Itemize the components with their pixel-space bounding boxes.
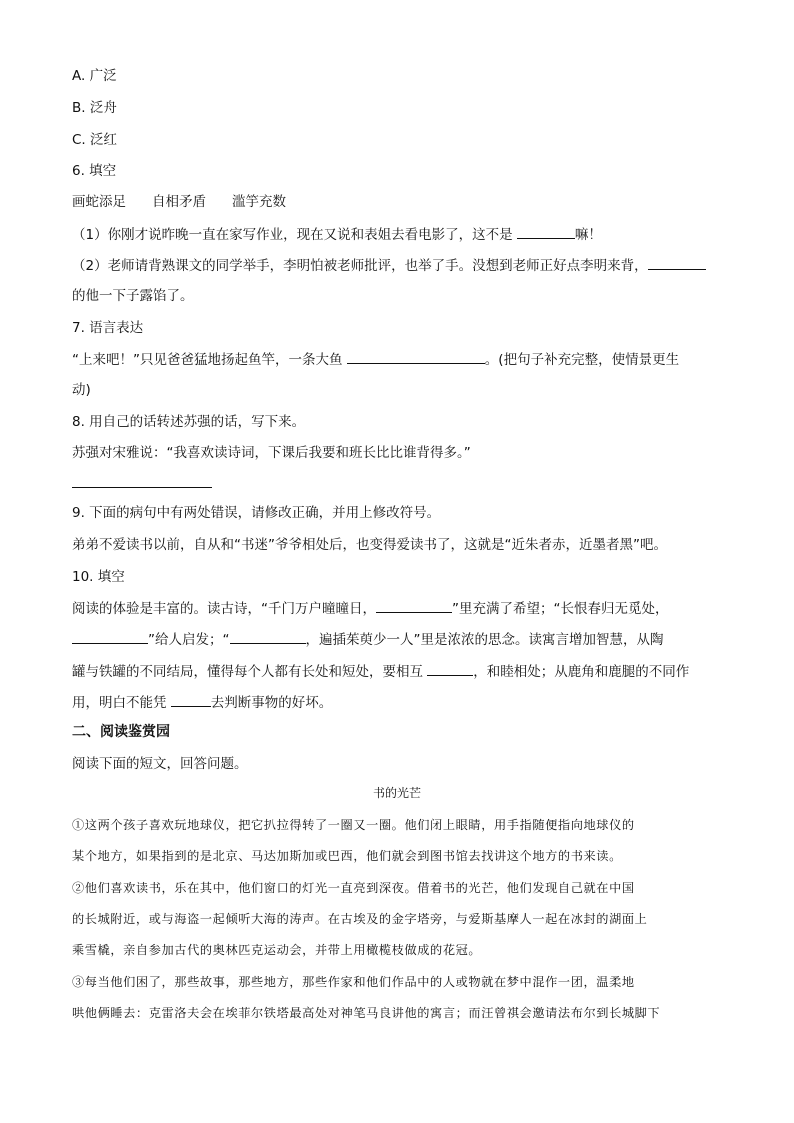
passage-paragraph-2-line: 乘雪橇，亲自参加古代的奥林匹克运动会，并带上用橄榄枝做成的花冠。 — [72, 943, 482, 957]
question-8-heading: 8. 用自己的话转述苏强的话，写下来。 — [72, 414, 306, 430]
passage-paragraph-1-line: 某个地方，如果指到的是北京、马达加斯加或巴西，他们就会到图书馆去找讲这个地方的书来读。 — [72, 849, 622, 863]
idiom-word: 自相矛盾 — [152, 194, 206, 210]
passage-title: 书的光芒 — [372, 786, 421, 800]
option-b: B. 泛舟 — [72, 100, 117, 116]
q10-line-3: 罐与铁罐的不同结局，懂得每个人都有长处和短处，要相互 ，和睦相处；从鹿角和鹿腿的不同作 — [72, 661, 689, 682]
passage-paragraph-2-line: 的长城附近，或与海盗一起倾听大海的涛声。在古埃及的金字塔旁，与爱斯基摩人一起在冰封的湖面上 — [72, 912, 648, 926]
answer-blank[interactable] — [347, 349, 485, 364]
idiom-word: 画蛇添足 — [72, 194, 126, 210]
idiom-word-list — [72, 192, 286, 212]
q9-sentence: 弟弟不爱读书以前，自从和“书迷”爷爷相处后，也变得爱读书了，这就是“近朱者赤，近墨者黑”吧。 — [72, 537, 667, 553]
q6-sentence-2: （2）老师请背熟课文的同学举手，李明怕被老师批评，也举了手。没想到老师正好点李明来背， — [72, 255, 706, 276]
question-9-heading: 9. 下面的病句中有两处错误，请修改正确，并用上修改符号。 — [72, 505, 441, 521]
q10-line-4: 用，明白不能凭 去判断事物的好坏。 — [72, 692, 332, 713]
answer-blank[interactable] — [230, 629, 306, 644]
section-2-heading: 二、阅读鉴赏园 — [72, 724, 170, 740]
passage-paragraph-3-line: ③每当他们困了，那些故事，那些地方，那些作家和他们作品中的人或物就在梦中混作一团，温柔地 — [72, 975, 635, 989]
passage-paragraph-2-line: ②他们喜欢读书，乐在其中，他们窗口的灯光一直亮到深夜。借着书的光芒，他们发现自己就在中国 — [72, 881, 635, 895]
question-7-heading: 7. 语言表达 — [72, 320, 144, 336]
passage-paragraph-1-line: ①这两个孩子喜欢玩地球仪，把它扒拉得转了一圈又一圈。他们闭上眼睛，用手指随便指向地球仪的 — [72, 818, 635, 832]
answer-blank[interactable] — [72, 629, 148, 644]
question-10-heading: 10. 填空 — [72, 569, 125, 585]
passage-paragraph-3-line: 哄他俩睡去：克雷洛夫会在埃菲尔铁塔最高处对神笔马良讲他的寓言；而汪曾祺会邀请法布尔到长城脚下 — [72, 1006, 661, 1020]
q8-quote: 苏强对宋雅说：“我喜欢读诗词，下课后我要和班长比比谁背得多。” — [72, 445, 471, 461]
q10-line-2: ”给人启发；“ ，遍插茱萸少一人”里是浓浓的思念。读寓言增加智慧，从陶 — [72, 629, 664, 650]
q6-sentence-1: （1）你刚才说昨晚一直在家写作业，现在又说和表姐去看电影了，这不是 嘛！ — [72, 224, 602, 245]
q10-line-1: 阅读的体验是丰富的。读古诗，“千门万户曈曈日， ”里充满了希望；“长恨春归无觅处， — [72, 598, 669, 619]
reading-instruction: 阅读下面的短文，回答问题。 — [72, 756, 248, 772]
q7-sentence-cont: 动) — [72, 382, 91, 398]
answer-blank[interactable] — [517, 224, 575, 239]
idiom-word: 滥竽充数 — [232, 194, 286, 210]
answer-blank[interactable] — [376, 598, 452, 613]
option-a: A. 广泛 — [72, 68, 117, 84]
q6-sentence-2-cont: 的他一下子露馅了。 — [72, 288, 194, 304]
answer-blank[interactable] — [427, 661, 473, 676]
answer-line[interactable] — [72, 487, 212, 488]
answer-blank[interactable] — [648, 255, 706, 270]
answer-blank[interactable] — [171, 692, 211, 707]
option-c: C. 泛红 — [72, 132, 118, 148]
q7-sentence: “上来吧！”只见爸爸猛地扬起鱼竿，一条大鱼 。(把句子补充完整，使情景更生 — [72, 349, 679, 370]
question-6-heading: 6. 填空 — [72, 163, 117, 179]
